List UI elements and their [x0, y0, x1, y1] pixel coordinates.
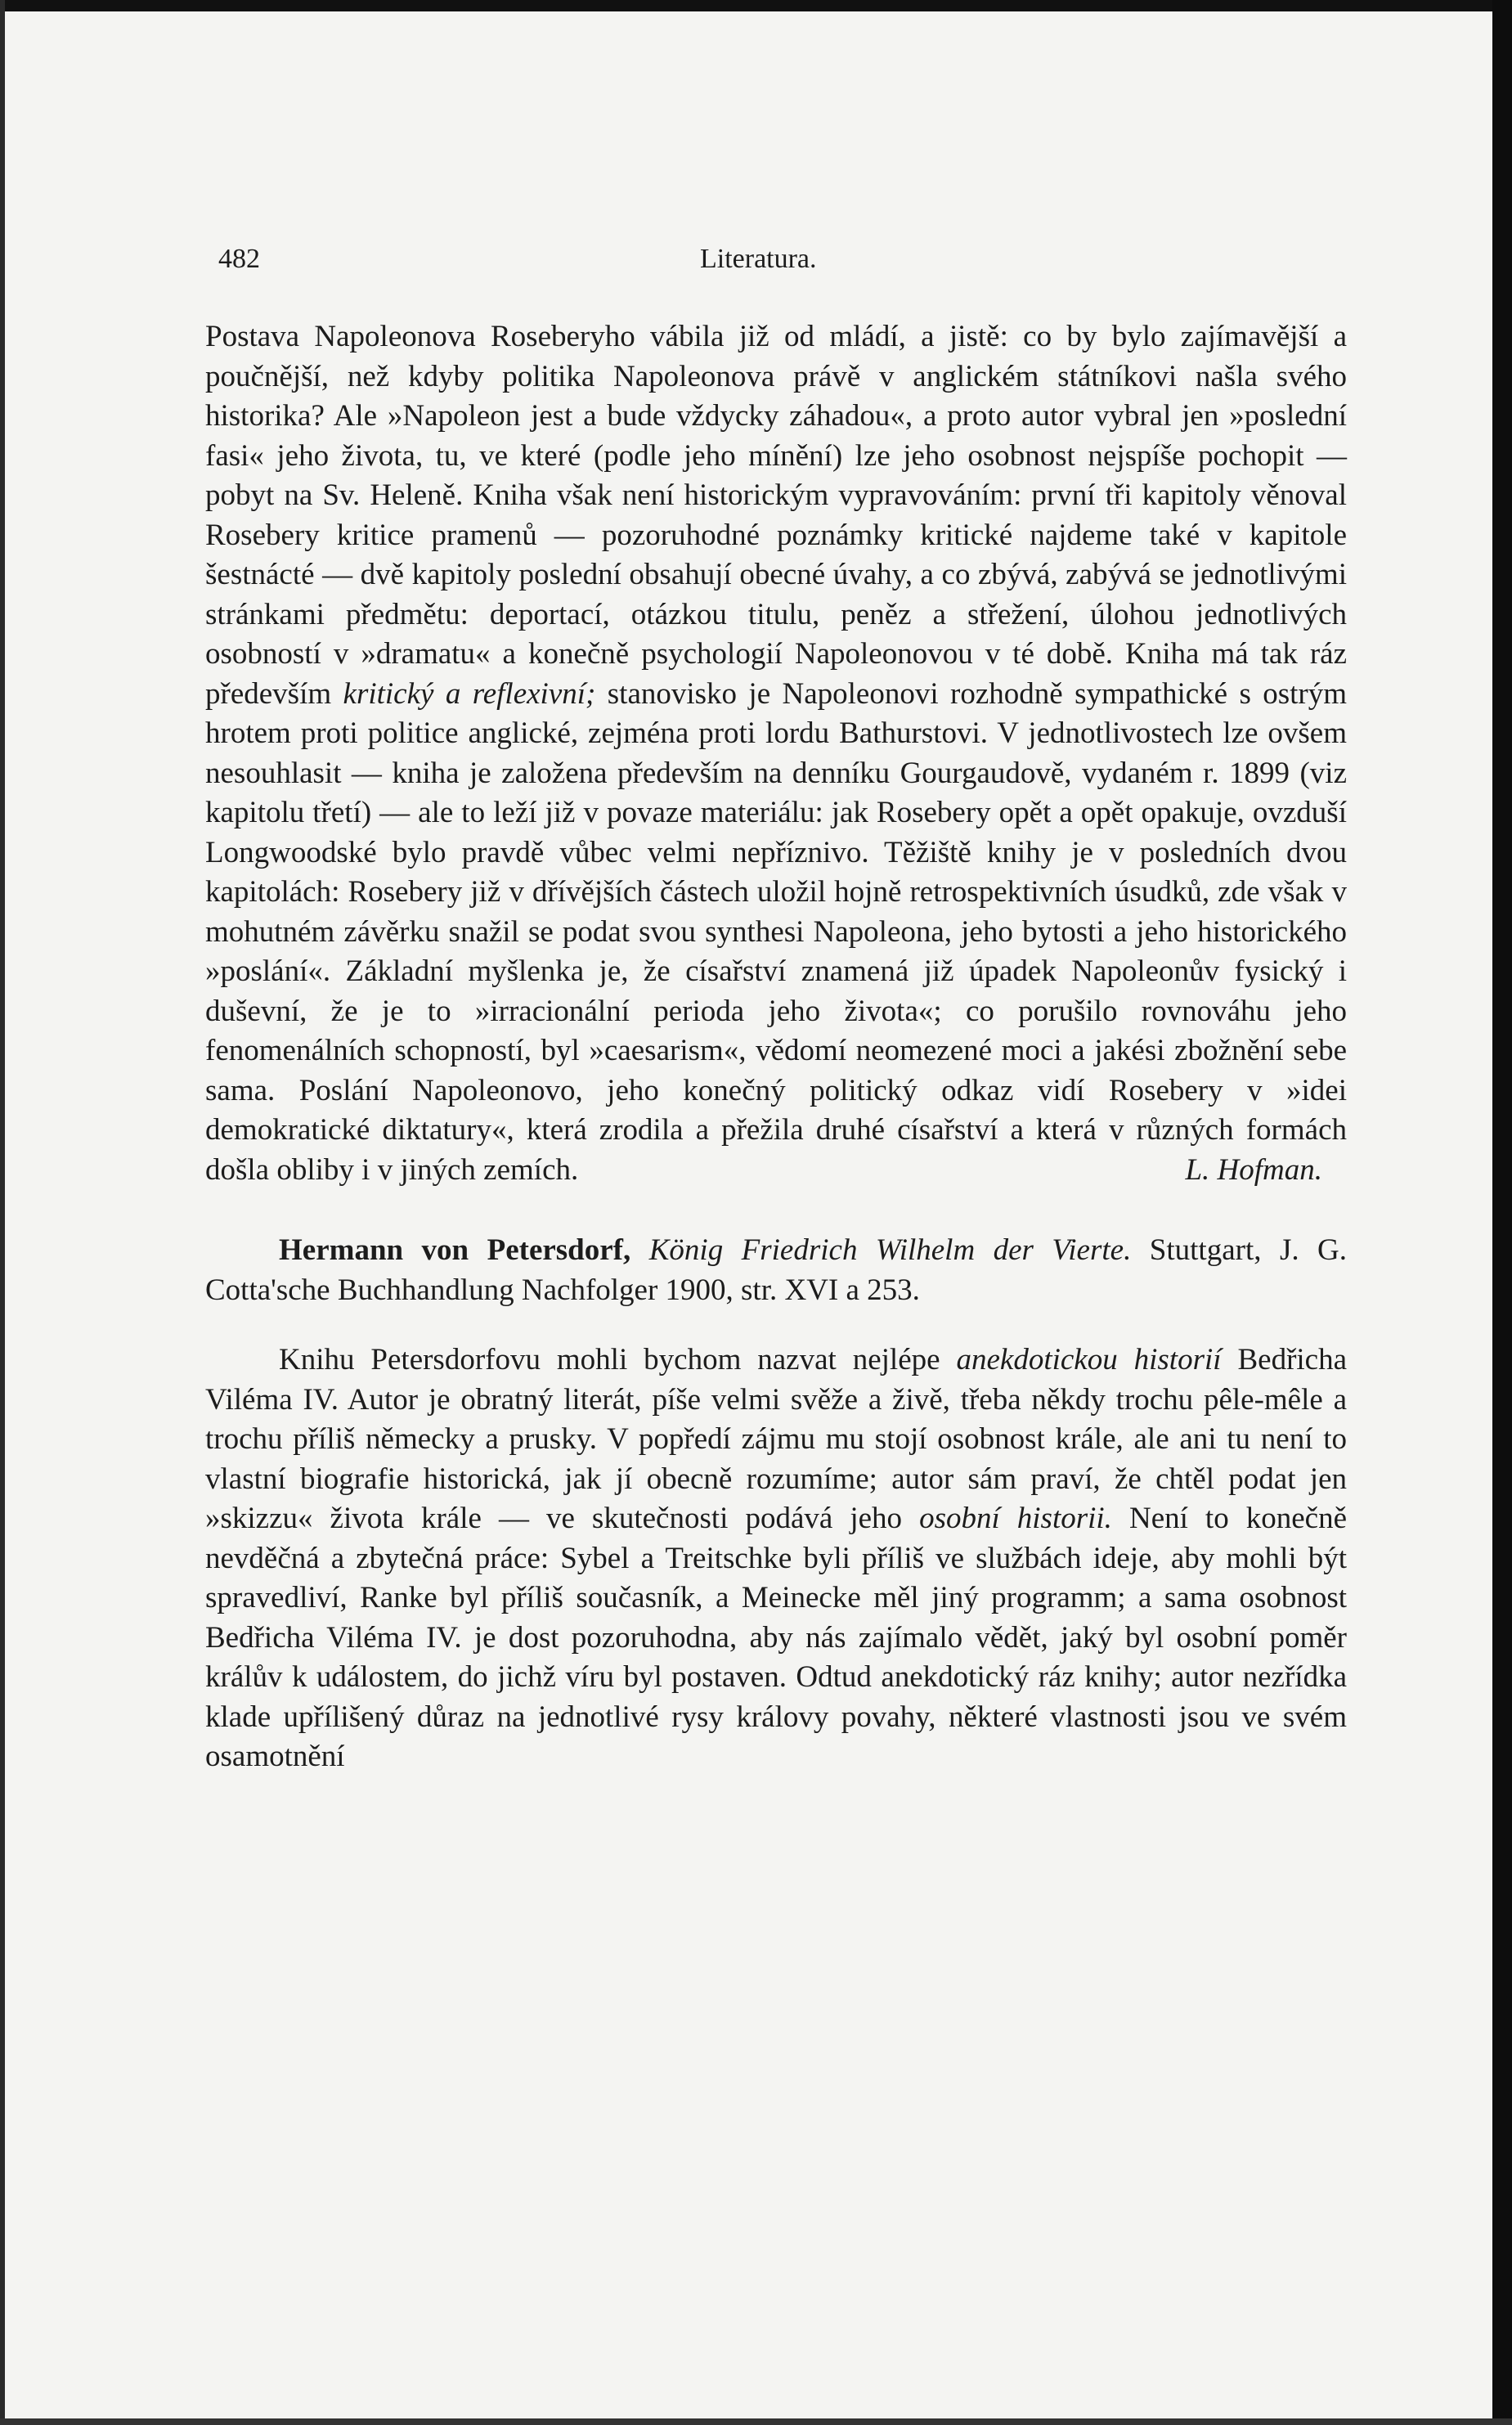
review-petersdorf-emphasis-2: osobní historii.	[919, 1502, 1112, 1535]
review-petersdorf-heading	[205, 1231, 1347, 1310]
review-petersdorf-text-3: Není to konečně nevděčná a zbytečná práce: Sybel a Treitschke byli příliš ve službách ideje, aby mohli být spravedliví, Ranke byl příliš současník, a Meinecke měl jiný programm; a sama osobnost Bedřicha Viléma IV. je dost pozoruhodna, aby nás zajímalo vědět, jaký byl osobní poměr králův k událostem, do jichž víru byl postaven. Odtud anekdotický ráz knihy; autor nezřídka klade upřílišený důraz na jednotlivé rysy královy povahy, některé vlastnosti jsou ve svém osamotnění	[205, 1502, 1347, 1773]
review-signature: L. Hofman.	[1185, 1152, 1322, 1187]
review-petersdorf-paragraph	[205, 1340, 1347, 1777]
review-rosebery-emphasis: kritický a reflexivní;	[343, 676, 596, 711]
review-rosebery-paragraph	[205, 317, 1347, 1190]
page-content	[205, 244, 1347, 1777]
scan-edge-bottom	[0, 2418, 1512, 2425]
body-text	[205, 317, 1347, 1777]
page-number: 482	[218, 244, 260, 274]
scan-edge-right	[1492, 0, 1512, 2425]
review-petersdorf-emphasis-1: anekdotickou historií	[956, 1343, 1222, 1376]
book-publication: Stuttgart, J. G. Cotta'sche Buchhandlung Nachfolger 1900, str. XVI a 253.	[205, 1233, 1348, 1307]
review-petersdorf-text-2: Bedřicha Viléma IV. Autor je obratný literát, píše velmi svěže a živě, třeba někdy trochu pêle-mêle a trochu příliš německy a prusky. V popředí zájmu mu stojí osobnost krále, ale ani tu není to vlastní biografie historická, jak jí obecně rozumíme; autor sám praví, že chtěl podat jen »skizzu« života krále — ve skutečnosti podává jeho	[205, 1343, 1348, 1535]
book-title: König Friedrich Wilhelm der Vierte.	[648, 1233, 1132, 1267]
scan-edge-left	[0, 0, 5, 2425]
review-petersdorf-text-1: Knihu Petersdorfovu mohli bychom nazvat nejlépe	[279, 1343, 940, 1376]
book-author: Hermann von Petersdorf,	[279, 1233, 631, 1267]
running-title: Literatura.	[700, 244, 817, 274]
review-rosebery-text: Postava Napoleonova Roseberyho vábila již od mládí, a jistě: co by bylo zajímavější a poučnější, než kdyby politika Napoleonova právě v anglickém státníkovi našla svého historika? Ale »Napoleon jest a bude vždycky záhadou«, a proto autor vybral jen »poslední fasi« jeho života, tu, ve které (podle jeho mínění) lze jeho osobnost nejspíše pochopit — pobyt na Sv. Heleně. Kniha však není historickým vypravováním: první tři kapitoly věnoval Rosebery kritice pramenů — pozoruhodné poznámky kritické najdeme také v kapitole šestnácté — dvě kapitoly poslední obsahují obecné úvahy, a co zbývá, zabývá se jednotlivými stránkami předmětu: deportací, otázkou titulu, peněz a střežení, úlohou jednotlivých osobností v »dramatu« a konečně psychologií Napoleonovou v té době. Kniha má tak ráz především	[205, 320, 1347, 711]
page-header	[205, 244, 1347, 285]
scan-edge-top	[0, 0, 1512, 11]
review-rosebery-text-2: stanovisko je Napoleonovi rozhodně sympathické s ostrým hrotem proti politice anglické, zejména proti lordu Bathurstovi. V jednotlivostech lze ovšem nesouhlasit — kniha je založena především na denníku Gourgaudově, vydaném r. 1899 (viz kapitolu třetí) — ale to leží již v povaze materiálu: jak Rosebery opět a opět opakuje, ovzduší Longwoodské bylo pravdě vůbec velmi nepříznivo. Těžiště knihy je v posledních dvou kapitolách: Rosebery již v dřívějších částech uložil hojně retrospektivních úsudků, zde však v mohutném závěrku snažil se podat svou synthesi Napoleona, jeho bytosti a jeho historického »poslání«. Základní myšlenka je, že císařství znamená již úpadek Napoleonův fysický i duševní, že je to »irracionální perioda jeho života«; co porušilo rovnováhu jeho fenomenálních schopností, byl »caesarism«, vědomí neomezené moci a jakési zbožnění sebe sama. Poslání Napoleonovo, jeho konečný politický odkaz vidí Rosebery v »idei demokratické diktatury«, která zrodila a přežila druhé císařství a která v různých formách došla obliby i v jiných zemích.	[205, 676, 1348, 1187]
